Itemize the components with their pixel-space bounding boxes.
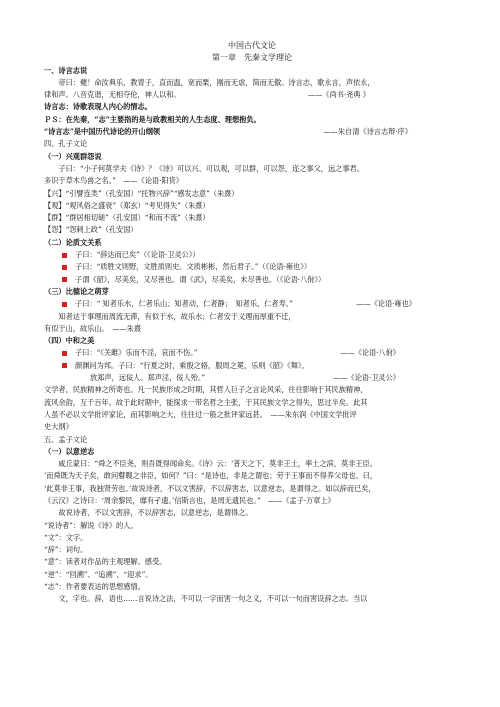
bullet-icon: [62, 265, 67, 270]
text-line: ＰＳ：在先秦，“志”主要指的是与政教相关的人生态度、理想抱负。: [44, 114, 261, 124]
text-line: 【怨】“怨刺上政”（孔安国）: [44, 225, 138, 235]
section-heading: 五、孟子文论: [44, 434, 88, 444]
text-line: 史大纲》: [44, 422, 73, 432]
bullet-item: 子谓《韶》，尽美矣，又尽善也。谓《武》，尽美矣，未尽善也。（《论语·八佾》）: [44, 274, 460, 286]
text-line: ’而舜既为天子矣，敢问瞽瞍之非臣，如何？”曰：“是诗也，非是之谓也；劳于王事而不得养父母也。曰，: [44, 471, 378, 481]
bullet-item: 颜渊问为邦。子曰：“行夏之时，乘殷之辂，服周之冕，乐则《韶》《舞》。: [44, 360, 460, 372]
text-line: “说诗者”：解说《诗》的人。: [44, 520, 138, 530]
subsection-heading: （一）兴观群怨说: [44, 151, 102, 161]
text-line: “逆”：“回溯”、“追溯”、“迎求”。: [44, 569, 153, 579]
text-line: “文”：文字。: [44, 532, 88, 542]
text-line: 【群】“群居相切磋”（孔安国）“和而不流”（朱熹）: [44, 213, 210, 223]
text-line: ‘此莫非王事，我独贤劳也。’故说诗者，不以文害辞，不以辞害志，以意逆志，是谓得之。如以辞而已矣，: [44, 483, 376, 493]
subsection-heading: （二）论质文关系: [44, 237, 102, 247]
text-line: 多识于草木鸟兽之名。” ——《论语·阳货》: [44, 176, 183, 186]
text-line: 子曰：“小子何莫学夫《诗》？《诗》可以兴、可以观，可以群，可以怨，迩之事父，远之事君。: [44, 163, 364, 173]
text-line: “诗言志”是中国历代诗论的开山纲领 ——朱自清《诗言志辩·序》: [44, 127, 412, 137]
text-line: 【兴】“引譬连类”（孔安国）“托物兴辞”“感发志意”（朱熹）: [44, 188, 239, 198]
text-line: 人虽不必以文学批评家论，而其影响之大，往往过一般之批评家远甚。 ——朱东润《中国文学批评: [44, 409, 357, 419]
text-line: 文，字也。辞，语也……言说诗之法，不可以一字而害一句之义，不可以一句而害设辞之志。当以: [44, 594, 368, 604]
bullet-item: 子曰：“《关雎》乐而不淫，哀而不伤。” ——《论语·八佾》: [44, 347, 460, 359]
bullet-icon: [62, 253, 67, 258]
text-line: 故说诗者，不以文害辞，不以辞害志，以意逆志，是谓得之。: [44, 508, 253, 518]
text-line: 文学者，民族精神之所寄也。凡一民族形成之时期，其哲人巨子之言论风采，往往影响于其民族精神，: [44, 385, 368, 395]
text-line: 帝曰：夔！命汝典乐，教胄子，直而温，宽而栗，刚而无虐，简而无傲。诗言志，歌永言，声依永，: [44, 77, 375, 87]
text-line: 有似于山，故乐山。 ——朱熹: [44, 323, 142, 333]
bullet-icon: [62, 277, 67, 282]
text-line: 知者达于事理而周流无滞，有似于水，故乐水；仁者安于义理而厚重不迁，: [44, 311, 296, 321]
bullet-icon: [62, 351, 67, 356]
text-line: 律和声。八音克谐，无相夺伦，神人以和。 ——《尚书·尧典 》: [44, 90, 370, 100]
section-heading: 一、诗言志说: [44, 65, 88, 75]
document-title: 中国古代文论: [228, 41, 276, 50]
text-line: “辞”：词句。: [44, 545, 88, 555]
subsection-heading: （三）比德论之萌芽: [44, 286, 109, 296]
chapter-title: 第一章 先秦文学理论: [212, 53, 292, 63]
text-line: 诗言志：诗歌表现人内心的情志。: [44, 102, 152, 112]
bullet-item: 子曰：“辞达而已矣”（《论语·卫灵公》）: [44, 249, 460, 261]
bullet-icon: [62, 302, 67, 307]
text-line: 咸丘蒙曰：“舜之不臣尧，则吾既得闻命矣。《诗》云：‘普天之下，莫非王土，率土之滨，莫非王臣。: [44, 459, 377, 469]
text-line: 《云汉》之诗曰：‘周余黎民，靡有孑遗。’信斯言也，是周无遗民也。” ——《孟子·万章上》: [44, 495, 335, 505]
bullet-item: 子曰：“质胜文则野，文胜质则史。文质彬彬，然后君子。”（《论语·雍也》）: [44, 261, 460, 273]
text-line: 【观】“观风俗之盛衰”（郑玄）“考见得失”（朱熹）: [44, 200, 210, 210]
bullet-icon: [62, 363, 67, 368]
section-heading: 四、孔子文论: [44, 139, 88, 149]
bullet-item: 子曰：“ 知者乐水，仁者乐山；知者动，仁者静； 知者乐，仁者寿。” ——《论语·雍也》: [44, 298, 460, 310]
subsection-heading: （四）中和之美: [44, 336, 95, 346]
text-line: 流风余韵，互千百年。故于此时期中，能探求一带名哲之主张，于其民族文学之得失，思过半矣。此其: [44, 397, 368, 407]
text-line: “志”：作者要表达的思想感情。: [44, 582, 145, 592]
text-line: 放郑声，远佞人。郑声淫，佞人殆。” ——《论语·卫灵公》: [90, 373, 400, 383]
text-line: “意”：读者对作品的主观理解、感受。: [44, 557, 167, 567]
subsection-heading: （一）以意逆志: [44, 446, 95, 456]
